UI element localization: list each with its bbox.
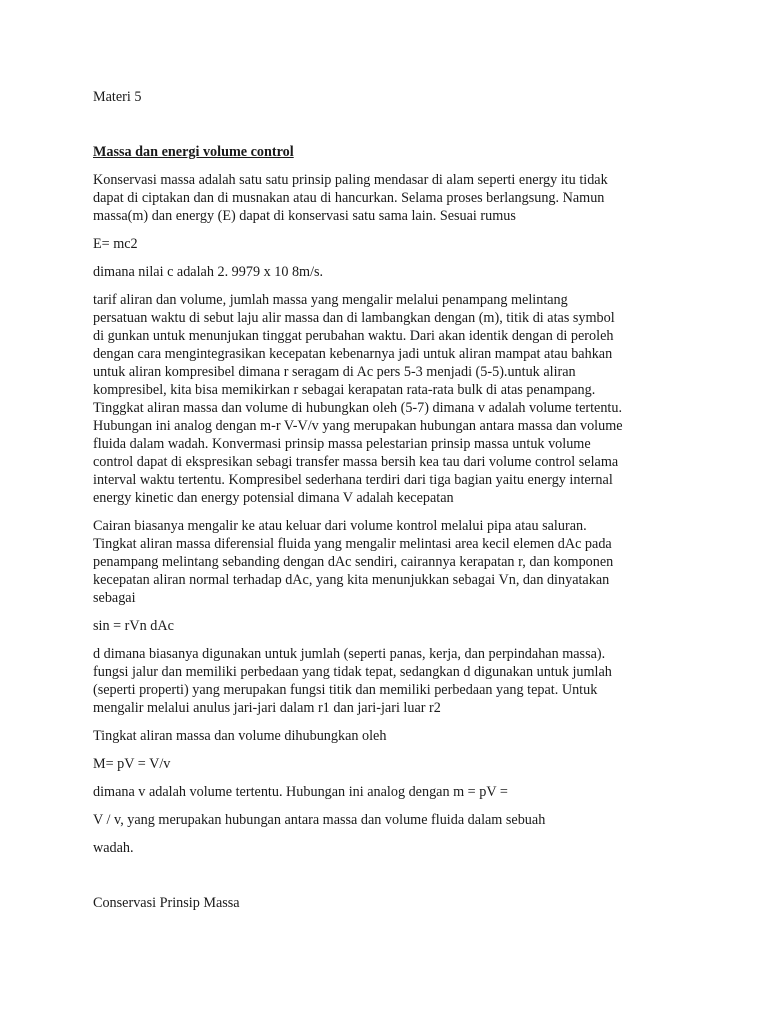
paragraph-3-line-2: persatuan waktu di sebut laju alir massa dan di lambangkan dengan (m), titik di atas symbol [93,310,615,326]
paragraph-8: V / v, yang merupakan hubungan antara massa dan volume fluida dalam sebuah [93,812,546,828]
paragraph-3-line-8: Hubungan ini analog dengan m-r V-V/v yang merupakan hubungan antara massa dan volume [93,418,623,434]
paragraph-1-line-2: dapat di ciptakan dan di musnakan atau di hancurkan. Selama proses berlangsung. Namun [93,190,605,206]
paragraph-3-line-11: interval waktu tertentu. Kompresibel sederhana terdiri dari tiga bagian yaitu energy internal [93,472,613,488]
paragraph-5-line-1: d dimana biasanya digunakan untuk jumlah (seperti panas, kerja, dan perpindahan massa). [93,646,606,662]
formula-mass-flow: sin = rVn dAc [93,618,174,634]
paragraph-4-line-3: penampang melintang sebanding dengan dAc sendiri, cairannya kerapatan r, dan komponen [93,554,614,570]
paragraph-3-line-12: energy kinetic dan energy potensial dimana V adalah kecepatan [93,490,454,506]
paragraph-4-line-2: Tingkat aliran massa diferensial fluida yang mengalir melintasi area kecil elemen dAc pada [93,536,612,552]
paragraph-3-line-7: Tinggkat aliran massa dan volume di hubungkan oleh (5-7) dimana v adalah volume tertentu. [93,400,623,416]
paragraph-2: dimana nilai c adalah 2. 9979 x 10 8m/s. [93,264,324,280]
materi-label: Materi 5 [93,89,142,105]
closing-heading: Conservasi Prinsip Massa [93,895,240,911]
paragraph-3-line-5: untuk aliran kompresibel dimana r seragam di Ac pers 5-3 menjadi (5-5).untuk aliran [93,364,576,380]
paragraph-4-line-1: Cairan biasanya mengalir ke atau keluar dari volume kontrol melalui pipa atau saluran. [93,518,587,534]
paragraph-3-line-9: fluida dalam wadah. Konvermasi prinsip massa pelestarian prinsip massa untuk volume [93,436,591,452]
paragraph-3-line-10: control dapat di ekspresikan sebagi transfer massa bersih kea tau dari volume control selama [93,454,619,470]
paragraph-4-line-4: kecepatan aliran normal terhadap dAc, yang kita menunjukkan sebagai Vn, dan dinyatakan [93,572,610,588]
paragraph-9: wadah. [93,840,134,856]
paragraph-5-line-4: mengalir melalui anulus jari-jari dalam r1 dan jari-jari luar r2 [93,700,441,716]
section-heading: Massa dan energi volume control [93,144,294,160]
paragraph-3-line-1: tarif aliran dan volume, jumlah massa yang mengalir melalui penampang melintang [93,292,568,308]
paragraph-7: dimana v adalah volume tertentu. Hubungan ini analog dengan m = pV = [93,784,508,800]
paragraph-6: Tingkat aliran massa dan volume dihubungkan oleh [93,728,387,744]
paragraph-1-line-1: Konservasi massa adalah satu satu prinsip paling mendasar di alam seperti energy itu tidak [93,172,608,188]
paragraph-5-line-3: (seperti properti) yang merupakan fungsi titik dan memiliki perbedaan yang tepat. Untuk [93,682,598,698]
paragraph-1-line-3: massa(m) dan energy (E) dapat di konservasi satu sama lain. Sesuai rumus [93,208,516,224]
formula-energy: E= mc2 [93,236,138,252]
formula-density: M= pV = V/v [93,756,171,772]
paragraph-4-line-5: sebagai [93,590,136,606]
paragraph-3-line-3: di gunkan untuk menunjukan tinggat perubahan waktu. Dari akan identik dengan di peroleh [93,328,614,344]
paragraph-3-line-6: kompresibel, kita bisa memikirkan r sebagai kerapatan rata-rata bulk di atas penampang. [93,382,596,398]
paragraph-5-line-2: fungsi jalur dan memiliki perbedaan yang tidak tepat, sedangkan d digunakan untuk jumlah [93,664,612,680]
paragraph-3-line-4: dengan cara mengintegrasikan kecepatan kebenarnya jadi untuk aliran mampat atau bahkan [93,346,613,362]
